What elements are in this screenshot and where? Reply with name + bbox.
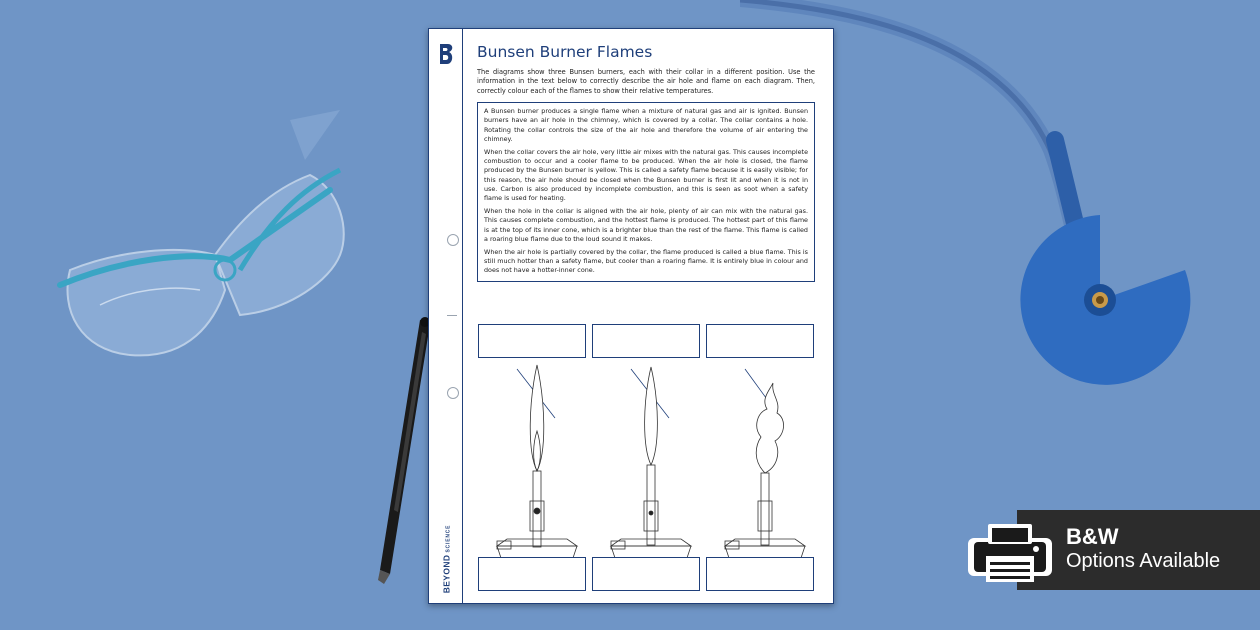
page-title: Bunsen Burner Flames bbox=[477, 43, 653, 61]
info-paragraph-3: When the hole in the collar is aligned with the air hole, plenty of air can mix with the natural gas. This causes complete combustion, and the hottest flame is produced. The hottest part of this flame is at the top of its inner cone, which is a brighter blue than the rest of the flame. This flame is called a roaring blue flame due to the loud sound it makes. bbox=[484, 207, 808, 243]
intro-text: The diagrams show three Bunsen burners, each with their collar in a different position. Use the information in the text below to correctly describe the air hole and flame on each diagram. Then, correctly colour each of the flames to show their relative temperatures. bbox=[477, 68, 815, 95]
info-text-box bbox=[477, 102, 815, 281]
bunsen-burner-diagrams bbox=[477, 361, 817, 581]
bw-badge-line2: Options Available bbox=[1066, 550, 1221, 572]
label-box-top-2[interactable] bbox=[592, 324, 700, 358]
label-box-bottom-3[interactable] bbox=[706, 557, 814, 591]
info-paragraph-4: When the air hole is partially covered by the collar, the flame produced is called a blue flame. This is still much hotter than a safety flame, but cooler than a roaring flame. It is entirely blue in colour and does not have a hotter-inner cone. bbox=[484, 248, 808, 275]
brand-main: BEYOND bbox=[441, 554, 452, 594]
worksheet-margin bbox=[429, 29, 463, 603]
bw-badge-text bbox=[1066, 525, 1220, 573]
burner-2-diagram bbox=[611, 367, 691, 581]
label-box-bottom-2[interactable] bbox=[592, 557, 700, 591]
worksheet bbox=[428, 28, 834, 604]
punch-hole-bottom bbox=[447, 387, 459, 399]
label-box-top-3[interactable] bbox=[706, 324, 814, 358]
brand-logo-icon bbox=[437, 42, 455, 66]
label-box-top-1[interactable] bbox=[478, 324, 586, 358]
burner-1-diagram bbox=[497, 365, 577, 581]
margin-tick bbox=[447, 315, 457, 316]
brand-sub: SCIENCE bbox=[445, 524, 452, 553]
worksheet-content bbox=[477, 43, 815, 282]
brand-wordmark bbox=[433, 519, 459, 599]
burner-3-diagram bbox=[725, 369, 805, 581]
label-box-bottom-1[interactable] bbox=[478, 557, 586, 591]
printer-icon bbox=[964, 520, 1056, 586]
info-paragraph-1: A Bunsen burner produces a single flame when a mixture of natural gas and air is ignited. Bunsen burners have an air hole in the chimney, which is covered by a collar. The collar contains a hole. Rotating the collar controls the size of the air hole and therefore the volume of air entering the chimney. bbox=[484, 107, 808, 143]
safety-goggles-image bbox=[40, 80, 360, 370]
bw-badge-line1: B&W bbox=[1066, 524, 1119, 549]
info-paragraph-2: When the collar covers the air hole, very little air mixes with the natural gas. This causes incomplete combustion to occur and a cooler flame to be produced. When the air hole is closed, the flame produced by the Bunsen burner is yellow. This is called a safety flame because it is easily visible; for this reason, the air hole should be closed when the Bunsen burner is first lit and when it is not in use. Carbon is also produced by incomplete combustion, and this is seen as soot when a safety flame is used for heating. bbox=[484, 148, 808, 203]
punch-hole-top bbox=[447, 234, 459, 246]
